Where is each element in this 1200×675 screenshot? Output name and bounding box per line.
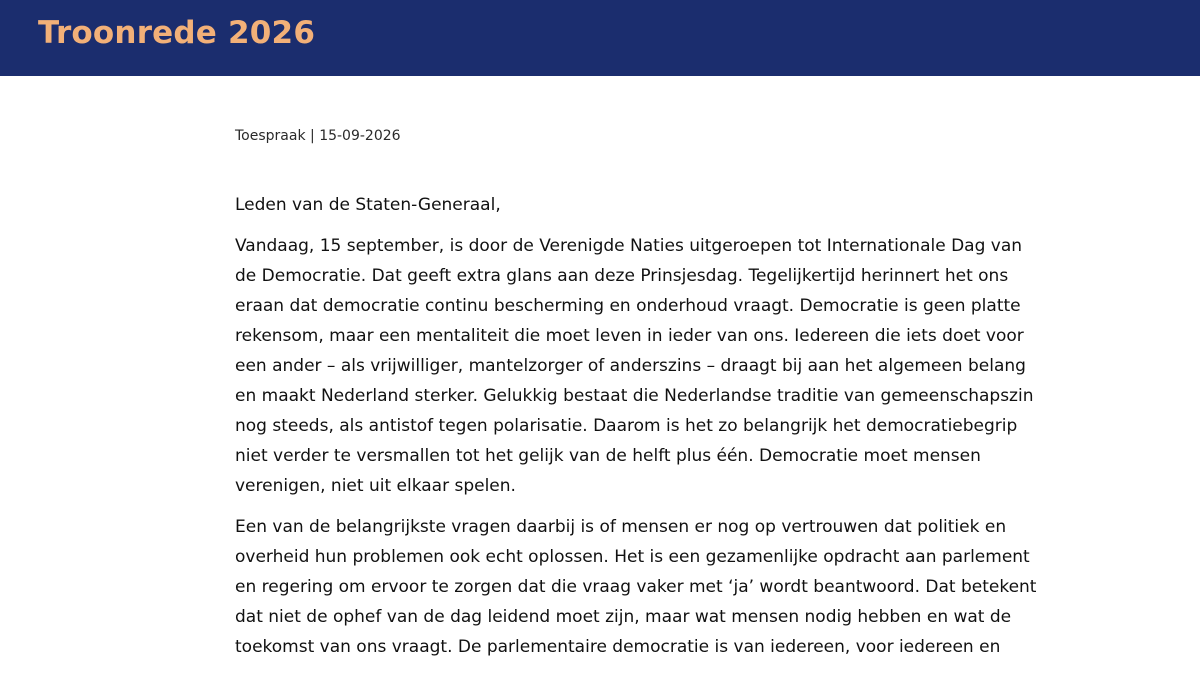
article-content <box>235 126 1037 662</box>
paragraph-line: eraan dat democratie continu bescherming en onderhoud vraagt. Democratie is geen platte <box>235 296 1021 316</box>
paragraph-line: dat niet de ophef van de dag leidend moet zijn, maar wat mensen nodig hebben en wat de <box>235 607 1012 627</box>
paragraph-line: verenigen, niet uit elkaar spelen. <box>235 476 516 496</box>
paragraph-line: een ander – als vrijwilliger, mantelzorger of anderszins – draagt bij aan het algemeen belang <box>235 356 1026 376</box>
paragraph-line: Een van de belangrijkste vragen daarbij is of mensen er nog op vertrouwen dat politiek en <box>235 517 1007 537</box>
paragraph-line: rekensom, maar een mentaliteit die moet leven in ieder van ons. Iedereen die iets doet voor <box>235 326 1024 346</box>
paragraph-line: en regering om ervoor te zorgen dat die vraag vaker met ‘ja’ wordt beantwoord. Dat betekent <box>235 577 1037 597</box>
paragraph-line: overheid hun problemen ook echt oplossen. Het is een gezamenlijke opdracht aan parlement <box>235 547 1030 567</box>
paragraph-2 <box>235 512 1037 662</box>
meta-separator: | <box>310 128 315 144</box>
paragraph-line: en maakt Nederland sterker. Gelukkig bestaat die Nederlandse traditie van gemeenschapszin <box>235 386 1034 406</box>
article-type: Toespraak <box>235 128 306 144</box>
paragraph-line: de Democratie. Dat geeft extra glans aan deze Prinsjesdag. Tegelijkertijd herinnert het ons <box>235 266 1009 286</box>
page-title: Troonrede 2026 <box>38 15 316 51</box>
paragraph-1 <box>235 231 1034 501</box>
salutation: Leden van de Staten-Generaal, <box>235 195 501 215</box>
paragraph-line: Vandaag, 15 september, is door de Verenigde Naties uitgeroepen tot Internationale Dag van <box>235 236 1023 256</box>
site-header <box>0 0 1200 76</box>
paragraph-line: nog steeds, als antistof tegen polarisatie. Daarom is het zo belangrijk het democratiebegrip <box>235 416 1018 436</box>
article-meta <box>235 126 995 146</box>
paragraph-line: niet verder te versmallen tot het gelijk van de helft plus één. Democratie moet mensen <box>235 446 981 466</box>
paragraph-line: toekomst van ons vraagt. De parlementaire democratie is van iedereen, voor iedereen en <box>235 637 1001 657</box>
article-date: 15-09-2026 <box>319 128 401 144</box>
